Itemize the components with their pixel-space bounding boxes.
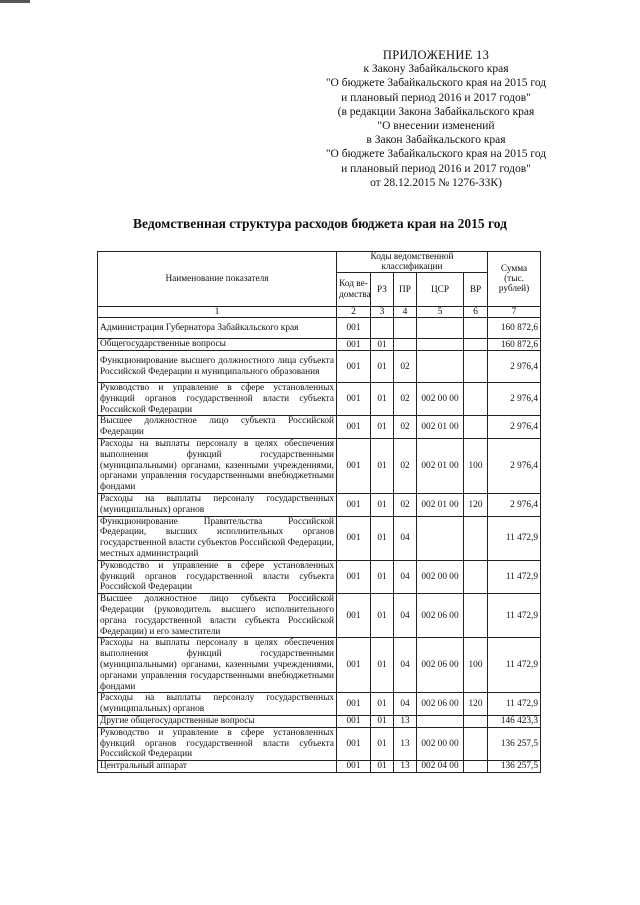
row-vr-code: 120 (464, 493, 488, 516)
table-row (98, 351, 541, 383)
row-csr-code: 002 00 00 (417, 727, 464, 760)
row-rz-code: 01 (371, 339, 394, 351)
row-name: Администрация Губернатора Забайкальского края (98, 318, 337, 339)
table-row (98, 516, 541, 560)
table-body (98, 318, 541, 773)
column-number: 5 (417, 307, 464, 318)
scan-edge-mark (0, 0, 30, 3)
row-sum: 11 472,9 (488, 516, 541, 560)
row-dept-code: 001 (337, 351, 371, 383)
row-vr-code (464, 516, 488, 560)
row-pr-code: 02 (394, 438, 417, 493)
column-header-vr: ВР (464, 273, 488, 307)
column-header-rz: РЗ (371, 273, 394, 307)
row-sum: 2 976,4 (488, 416, 541, 439)
table-row (98, 638, 541, 693)
row-rz-code: 01 (371, 727, 394, 760)
table-row (98, 383, 541, 416)
row-csr-code: 002 06 00 (417, 693, 464, 716)
row-pr-code: 02 (394, 351, 417, 383)
row-dept-code: 001 (337, 516, 371, 560)
row-name: Центральный аппарат (98, 761, 337, 773)
row-rz-code: 01 (371, 594, 394, 638)
row-rz-code: 01 (371, 351, 394, 383)
column-header-sum: Сумма (тыс. рублей) (488, 252, 541, 307)
row-name: Высшее должностное лицо субъекта Российской Федерации (руководитель высшего исполнительного органа государственной власти субъекта Российской Федерации) и его заместители (98, 594, 337, 638)
row-vr-code: 100 (464, 638, 488, 693)
row-sum: 160 872,6 (488, 339, 541, 351)
row-vr-code: 100 (464, 438, 488, 493)
header-line: "О бюджете Забайкальского края на 2015 год (325, 148, 547, 161)
header-line: (в редакции Закона Забайкальского края (337, 105, 535, 118)
row-csr-code: 002 00 00 (417, 560, 464, 593)
row-name: Другие общегосударственные вопросы (98, 715, 337, 727)
table-row (98, 715, 541, 727)
table-row (98, 594, 541, 638)
column-number: 1 (98, 307, 337, 318)
row-name: Руководство и управление в сфере установленных функций органов государственной власти субъекта Российской Федерации (98, 383, 337, 416)
column-header-name: Наименование показателя (98, 252, 337, 307)
row-vr-code (464, 594, 488, 638)
row-csr-code: 002 06 00 (417, 638, 464, 693)
column-number: 7 (488, 307, 541, 318)
row-dept-code: 001 (337, 493, 371, 516)
column-number-row (98, 307, 541, 318)
row-sum: 136 257,5 (488, 727, 541, 760)
row-vr-code (464, 416, 488, 439)
row-vr-code (464, 560, 488, 593)
row-dept-code: 001 (337, 560, 371, 593)
row-vr-code (464, 761, 488, 773)
row-csr-code (417, 318, 464, 339)
header-line: и плановый период 2016 и 2017 годов" (341, 162, 531, 175)
row-rz-code: 01 (371, 516, 394, 560)
row-dept-code: 001 (337, 339, 371, 351)
row-vr-code (464, 727, 488, 760)
row-name: Высшее должностное лицо субъекта Российской Федерации (98, 416, 337, 439)
row-csr-code (417, 516, 464, 560)
table-row (98, 693, 541, 716)
row-sum: 2 976,4 (488, 383, 541, 416)
row-vr-code (464, 715, 488, 727)
document-title: Ведомственная структура расходов бюджета края на 2015 год (133, 216, 507, 231)
row-pr-code: 04 (394, 594, 417, 638)
row-rz-code (371, 318, 394, 339)
column-number: 6 (464, 307, 488, 318)
row-vr-code (464, 339, 488, 351)
row-rz-code: 01 (371, 383, 394, 416)
row-rz-code: 01 (371, 761, 394, 773)
row-csr-code: 002 06 00 (417, 594, 464, 638)
row-sum: 136 257,5 (488, 761, 541, 773)
row-dept-code: 001 (337, 693, 371, 716)
row-dept-code: 001 (337, 318, 371, 339)
row-vr-code: 120 (464, 693, 488, 716)
row-sum: 2 976,4 (488, 351, 541, 383)
row-name: Общегосударственные вопросы (98, 339, 337, 351)
row-rz-code: 01 (371, 438, 394, 493)
table-row (98, 339, 541, 351)
row-rz-code: 01 (371, 416, 394, 439)
row-pr-code: 04 (394, 560, 417, 593)
row-pr-code: 02 (394, 416, 417, 439)
row-rz-code: 01 (371, 493, 394, 516)
row-dept-code: 001 (337, 727, 371, 760)
row-csr-code: 002 01 00 (417, 493, 464, 516)
row-pr-code (394, 318, 417, 339)
row-name: Расходы на выплаты персоналу в целях обеспечения выполнения функций государственными (муниципальными) органами, казенными учреждениями, органами управления государственными внебюджетными фондами (98, 438, 337, 493)
row-dept-code: 001 (337, 715, 371, 727)
table-row (98, 493, 541, 516)
row-pr-code: 13 (394, 761, 417, 773)
row-vr-code (464, 383, 488, 416)
table-row (98, 560, 541, 593)
row-dept-code: 001 (337, 638, 371, 693)
table-row (98, 438, 541, 493)
row-sum: 2 976,4 (488, 493, 541, 516)
row-vr-code (464, 351, 488, 383)
row-pr-code: 13 (394, 715, 417, 727)
row-pr-code: 02 (394, 493, 417, 516)
row-sum: 160 872,6 (488, 318, 541, 339)
row-name: Функционирование высшего должностного лица субъекта Российской Федерации и муниципального образования (98, 351, 337, 383)
header-line: к Закону Забайкальского края (363, 63, 509, 76)
row-sum: 146 423,3 (488, 715, 541, 727)
header-line: от 28.12.2015 № 1276-ЗЗК) (370, 176, 502, 189)
row-rz-code: 01 (371, 693, 394, 716)
row-dept-code: 001 (337, 416, 371, 439)
row-dept-code: 001 (337, 383, 371, 416)
row-sum: 11 472,9 (488, 594, 541, 638)
column-group-codes: Коды ведомственной классификации (337, 252, 488, 273)
table-row (98, 727, 541, 760)
row-dept-code: 001 (337, 438, 371, 493)
row-pr-code: 04 (394, 693, 417, 716)
row-pr-code (394, 339, 417, 351)
table-row (98, 761, 541, 773)
row-csr-code (417, 351, 464, 383)
row-dept-code: 001 (337, 594, 371, 638)
row-rz-code: 01 (371, 715, 394, 727)
row-csr-code: 002 01 00 (417, 416, 464, 439)
column-header-csr: ЦСР (417, 273, 464, 307)
row-vr-code (464, 318, 488, 339)
header-line: "О внесении изменений (377, 120, 495, 133)
table-row (98, 416, 541, 439)
appendix-number: ПРИЛОЖЕНИЕ 13 (382, 48, 490, 62)
row-csr-code: 002 01 00 (417, 438, 464, 493)
row-rz-code: 01 (371, 560, 394, 593)
column-number: 3 (371, 307, 394, 318)
column-header-pr: ПР (394, 273, 417, 307)
row-csr-code: 002 00 00 (417, 383, 464, 416)
column-number: 4 (394, 307, 417, 318)
row-name: Расходы на выплаты персоналу государственных (муниципальных) органов (98, 493, 337, 516)
column-number: 2 (337, 307, 371, 318)
row-csr-code (417, 715, 464, 727)
appendix-header (300, 48, 572, 190)
row-sum: 11 472,9 (488, 693, 541, 716)
row-rz-code: 01 (371, 638, 394, 693)
table-row (98, 318, 541, 339)
row-name: Расходы на выплаты персоналу государственных (муниципальных) органов (98, 693, 337, 716)
header-line: "О бюджете Забайкальского края на 2015 год (325, 77, 547, 90)
header-line: и плановый период 2016 и 2017 годов" (341, 91, 531, 104)
column-header-dept: Код ве-домства (337, 273, 371, 307)
row-csr-code (417, 339, 464, 351)
row-name: Расходы на выплаты персоналу в целях обеспечения выполнения функций государственными (муниципальными) органами, казенными учреждениями, органами управления государственными внебюджетными фондами (98, 638, 337, 693)
row-name: Функционирование Правительства Российской Федерации, высших исполнительных органов государственной власти субъектов Российской Федерации, местных администраций (98, 516, 337, 560)
row-sum: 11 472,9 (488, 560, 541, 593)
header-line: в Закон Забайкальского края (366, 134, 506, 147)
row-name: Руководство и управление в сфере установленных функций органов государственной власти субъекта Российской Федерации (98, 560, 337, 593)
row-pr-code: 13 (394, 727, 417, 760)
row-pr-code: 02 (394, 383, 417, 416)
row-pr-code: 04 (394, 516, 417, 560)
row-csr-code: 002 04 00 (417, 761, 464, 773)
row-name: Руководство и управление в сфере установленных функций органов государственной власти субъекта Российской Федерации (98, 727, 337, 760)
row-sum: 11 472,9 (488, 638, 541, 693)
row-pr-code: 04 (394, 638, 417, 693)
row-sum: 2 976,4 (488, 438, 541, 493)
row-dept-code: 001 (337, 761, 371, 773)
budget-table (97, 251, 541, 773)
